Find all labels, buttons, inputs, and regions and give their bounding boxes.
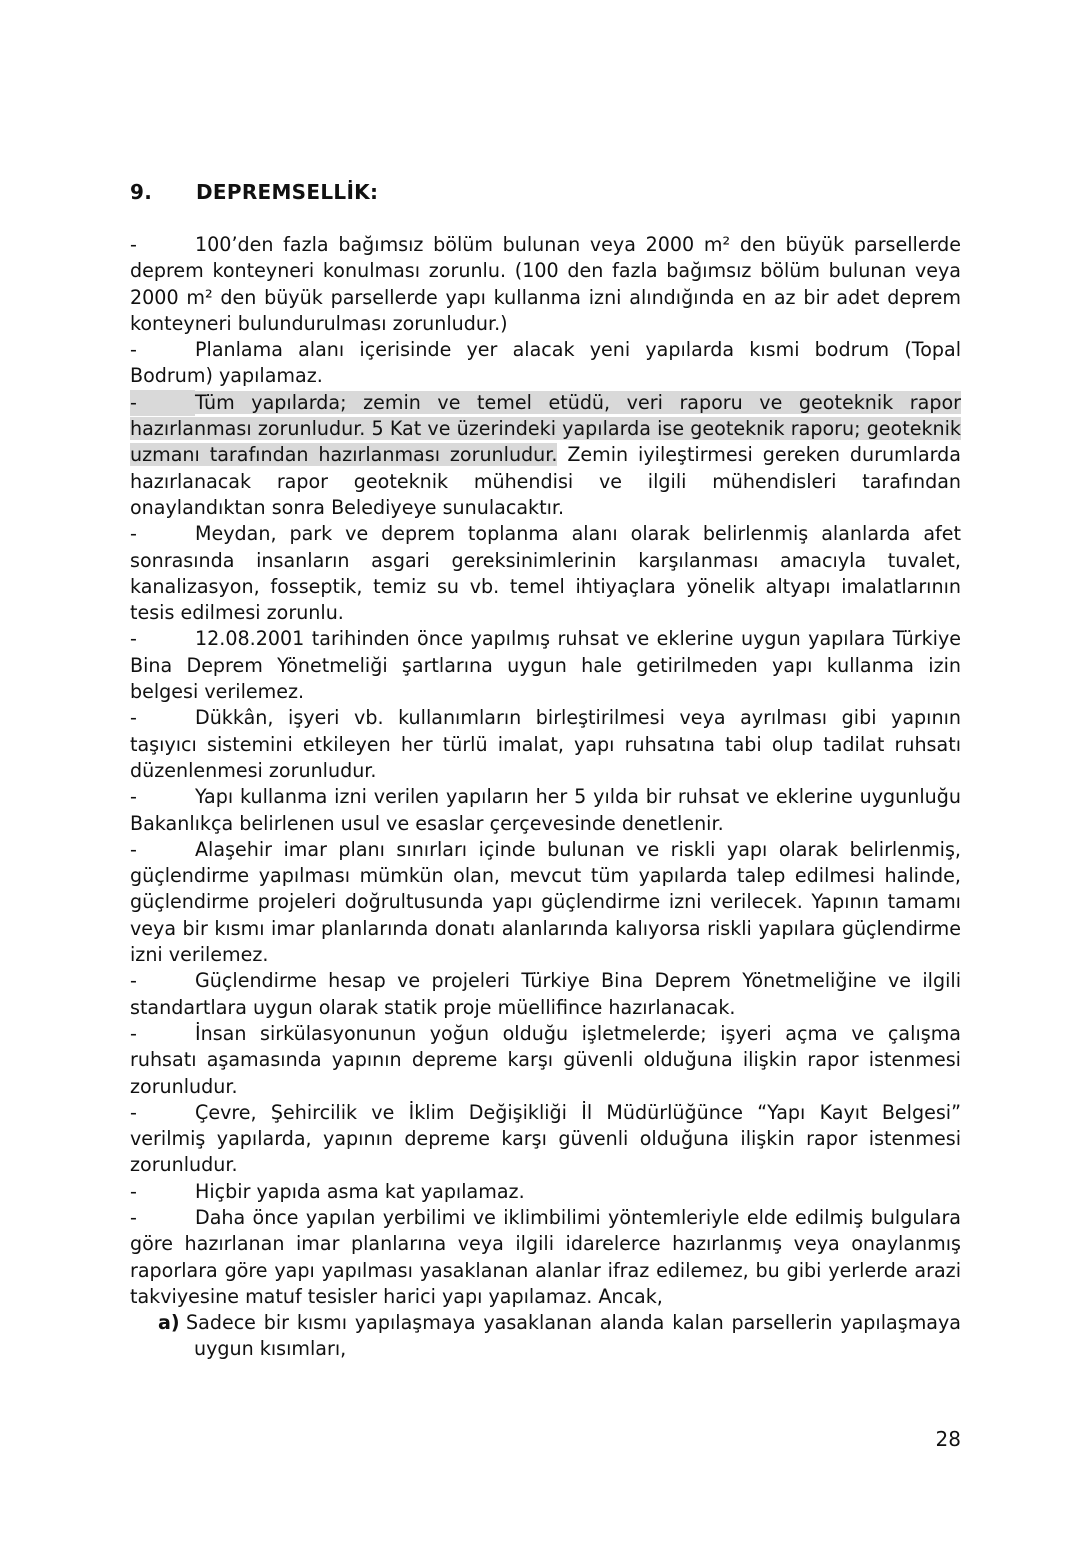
bullet-dash: - (130, 1100, 137, 1124)
list-item-text: Hiçbir yapıda asma kat yapılamaz. (195, 1179, 525, 1203)
list-item-text: 12.08.2001 tarihinden önce yapılmış ruhsat ve eklerine uygun yapılara Türkiye Bina Deprem Yönetmeliği şartlarına uygun hale getirilmeden yapı kullanma izin belgesi verilemez. (130, 627, 961, 704)
bullet-dash: - (130, 1205, 137, 1229)
list-item-text: Meydan, park ve deprem toplanma alanı olarak belirlenmiş alanlarda afet sonrasında insanların asgari gereksinimlerinin karşılanması amacıyla tuvalet, kanalizasyon, fosseptik, temiz su vb. temel ihtiyaçlara yönelik altyapı imalatlarının tesis edilmesi zorunlu. (130, 522, 961, 625)
list-item (130, 968, 961, 1021)
bullet-dash: - (130, 390, 195, 416)
sub-item (158, 1310, 961, 1363)
list-item (130, 337, 961, 390)
list-item-text: Çevre, Şehircilik ve İklim Değişikliği İl Müdürlüğünce “Yapı Kayıt Belgesi” verilmiş yapılarda, yapının depreme karşı güvenli olduğuna ilişkin rapor istenmesi zorunludur. (130, 1100, 961, 1177)
sub-item-text: Sadece bir kısmı yapılaşmaya yasaklanan alanda kalan parsellerin yapılaşmaya uygun kısımları, (186, 1311, 961, 1361)
bullet-dash: - (130, 338, 137, 362)
list-item (130, 521, 961, 626)
section-number: 9. (130, 180, 153, 204)
list-item-text: Dükkân, işyeri vb. kullanımların birleştirilmesi veya ayrılması gibi yapının taşıyıcı sistemini etkileyen her türlü imalat, yapı ruhsatına tabi olup tadilat ruhsatı düzenlenmesi zorunludur. (130, 706, 961, 782)
list-item (130, 1205, 961, 1310)
list-item (130, 232, 961, 337)
list-item (130, 705, 961, 784)
list-item (130, 1021, 961, 1100)
bullet-dash: - (130, 627, 137, 651)
list-item-text: İnsan sirkülasyonunun yoğun olduğu işletmelerde; işyeri açma ve çalışma ruhsatı aşamasında yapının depreme karşı güvenli olduğuna ilişkin rapor istenmesi zorunludur. (130, 1021, 961, 1098)
list-item-text: Alaşehir imar planı sınırları içinde bulunan ve riskli yapı olarak belirlenmiş, güçlendirme yapılması mümkün olan, mevcut tüm yapılarda talep edilmesi halinde, güçlendirme projeleri doğrultusunda yapı güçlendirme izni verilecek. Yapının tamamı veya bir kısmı imar planlarında donatı alanlarında kalıyorsa riskli yapılara güçlendirme izni verilemez. (130, 837, 961, 967)
list-item-text: 100’den fazla bağımsız bölüm bulunan veya 2000 m² den büyük parsellerde deprem konteyneri konulması zorunlu. (100 den fazla bağımsız bölüm bulunan veya 2000 m² den büyük parsellerde yapı kullanma izni alındığında en az bir adet deprem konteyneri bulundurulması zorunludur.) (130, 233, 961, 335)
list-item (130, 626, 961, 705)
list-item-text: Yapı kullanma izni verilen yapıların her 5 yılda bir ruhsat ve eklerine uygunluğu Bakanlıkça belirlenen usul ve esaslar çerçevesinde denetlenir. (130, 785, 961, 835)
bullet-dash: - (130, 1021, 137, 1045)
bullet-dash: - (130, 969, 137, 993)
bullet-dash: - (130, 233, 137, 256)
page-number: 28 (935, 1427, 961, 1451)
bullet-dash: - (130, 837, 137, 861)
list-item (130, 1100, 961, 1179)
section-title: DEPREMSELLİK: (196, 180, 379, 204)
section-body (130, 232, 961, 1363)
highlighted-text: Tüm yapılarda; zemin ve temel etüdü, veri raporu ve geoteknik rapor hazırlanması zorunludur. 5 Kat ve üzerindeki yapılarda ise geoteknik raporu; geoteknik uzmanı tarafından hazırlanması zorunludur. (130, 390, 961, 467)
list-item-text: Daha önce yapılan yerbilimi ve iklimbilimi yöntemleriyle elde edilmiş bulgulara göre hazırlanan imar planlarına veya ilgili idarelerce hazırlanmış veya onaylanmış raporlara göre yapı yapılması yasaklanan alanlar ifraz edilemez, bu gibi yerlerde arazi takviyesine matuf tesisler harici yapı yapılamaz. Ancak, (130, 1205, 961, 1308)
sub-item-label: a) (158, 1311, 180, 1335)
list-item (130, 1179, 961, 1205)
list-item-geotechnical (130, 390, 961, 521)
bullet-dash: - (130, 1179, 137, 1203)
list-item (130, 837, 961, 968)
list-item (130, 784, 961, 837)
list-item-text: Planlama alanı içerisinde yer alacak yeni yapılarda kısmi bodrum (Topal Bodrum) yapılamaz. (130, 338, 961, 388)
list-item-text: Zemin iyileştirmesi gereken durumlarda hazırlanacak rapor geoteknik mühendisi ve ilgili mühendisleri tarafından onaylandıktan sonra Belediyeye sunulacaktır. (130, 443, 961, 519)
bullet-dash: - (130, 522, 137, 546)
bullet-dash: - (130, 706, 137, 730)
section-heading (130, 180, 378, 204)
list-item-text: Güçlendirme hesap ve projeleri Türkiye Bina Deprem Yönetmeliğine ve ilgili standartlara uygun olarak statik proje müellifince hazırlanacak. (130, 969, 961, 1019)
bullet-dash: - (130, 785, 137, 809)
document-page (130, 0, 961, 1544)
